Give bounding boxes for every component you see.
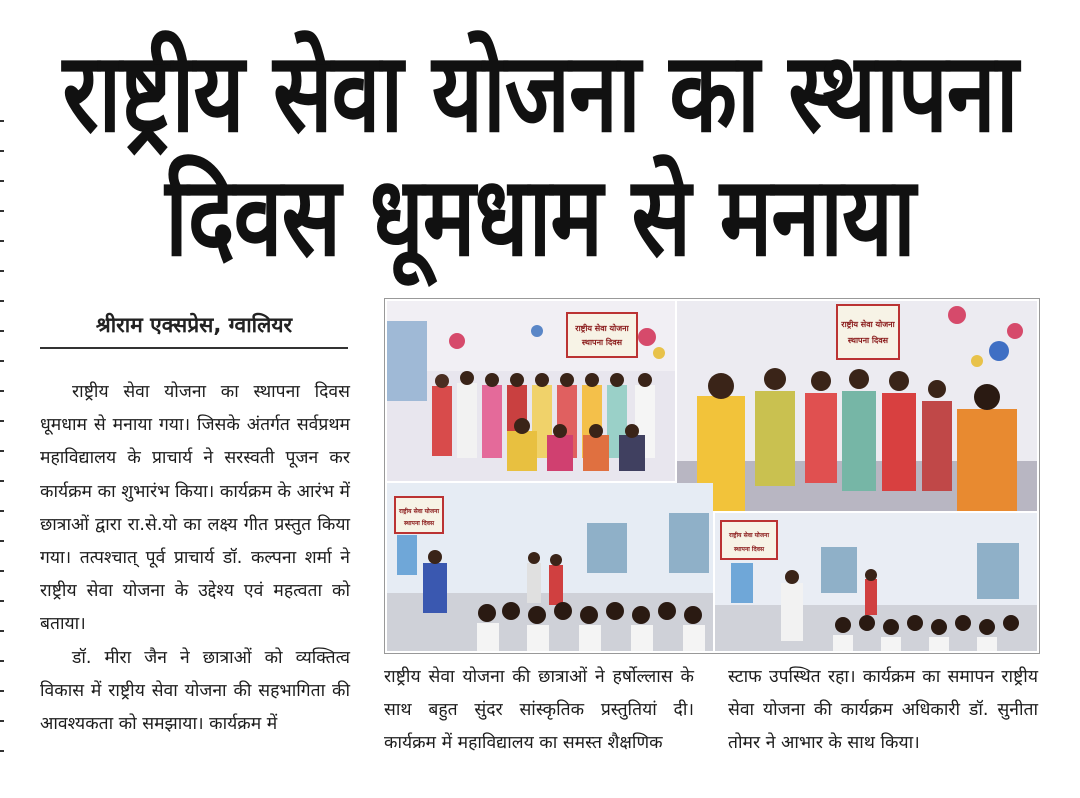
byline: श्रीराम एक्सप्रेस, ग्वालियर [95,313,293,337]
article-column-2 [384,661,694,761]
article-column-1 [40,376,350,741]
article-column-3 [728,661,1038,761]
photo-group-seated [387,301,675,481]
headline-line-1: राष्ट्रीय सेवा योजना का स्थापना [62,28,1018,157]
photo-collage [384,298,1040,654]
photo-1-banner-line-2: स्थापना दिवस [581,338,623,347]
photo-2-banner-line-2: स्थापना दिवस [847,336,889,345]
page-edge-marks [0,120,6,760]
byline-rule [40,347,348,349]
article-paragraph-2: डॉ. मीरा जैन ने छात्राओं को व्यक्तित्व विकास में राष्ट्रीय सेवा योजना की सहभागिता की आवश्यकता को समझाया। कार्यक्रम में [40,647,350,735]
photo-cultural-performance-2 [715,513,1037,651]
article-paragraph-4: स्टाफ उपस्थित रहा। कार्यक्रम का समापन राष्ट्रीय सेवा योजना की कार्यक्रम अधिकारी डॉ. सुनीता तोमर ने आभार के साथ किया। [728,667,1038,754]
photo-4-banner-line-1: राष्ट्रीय सेवा योजना [728,532,770,539]
photo-1-banner-line-1: राष्ट्रीय सेवा योजना [575,324,629,333]
article-paragraph-1: राष्ट्रीय सेवा योजना का स्थापना दिवस धूमधाम से मनाया गया। जिसके अंतर्गत सर्वप्रथम महाविद्यालय के प्राचार्य ने सरस्वती पूजन कर कार्यक्रम का शुभारंभ किया। कार्यक्रम के आरंभ में छात्राओं द्वारा रा.से.यो का लक्ष्य गीत प्रस्तुत किया गया। तत्पश्चात् पूर्व प्राचार्य डॉ. कल्पना शर्मा ने राष्ट्रीय सेवा योजना के उद्देश्य एवं महत्वता को बताया। [40,382,350,635]
photo-3-banner-line-2: स्थापना दिवस [403,520,435,527]
photo-cultural-performance-1 [387,483,713,651]
article-paragraph-3: राष्ट्रीय सेवा योजना की छात्राओं ने हर्षोल्लास के साथ बहुत सुंदर सांस्कृतिक प्रस्तुतियां दी। कार्यक्रम में महाविद्यालय का समस्त शैक्षणिक [384,667,694,754]
photo-3-banner-line-1: राष्ट्रीय सेवा योजना [398,508,440,515]
photo-group-standing [677,301,1037,511]
photo-2-banner-line-1: राष्ट्रीय सेवा योजना [841,320,895,329]
photo-4-banner-line-2: स्थापना दिवस [733,546,765,553]
headline-line-2: दिवस धूमधाम से मनाया [165,152,915,281]
